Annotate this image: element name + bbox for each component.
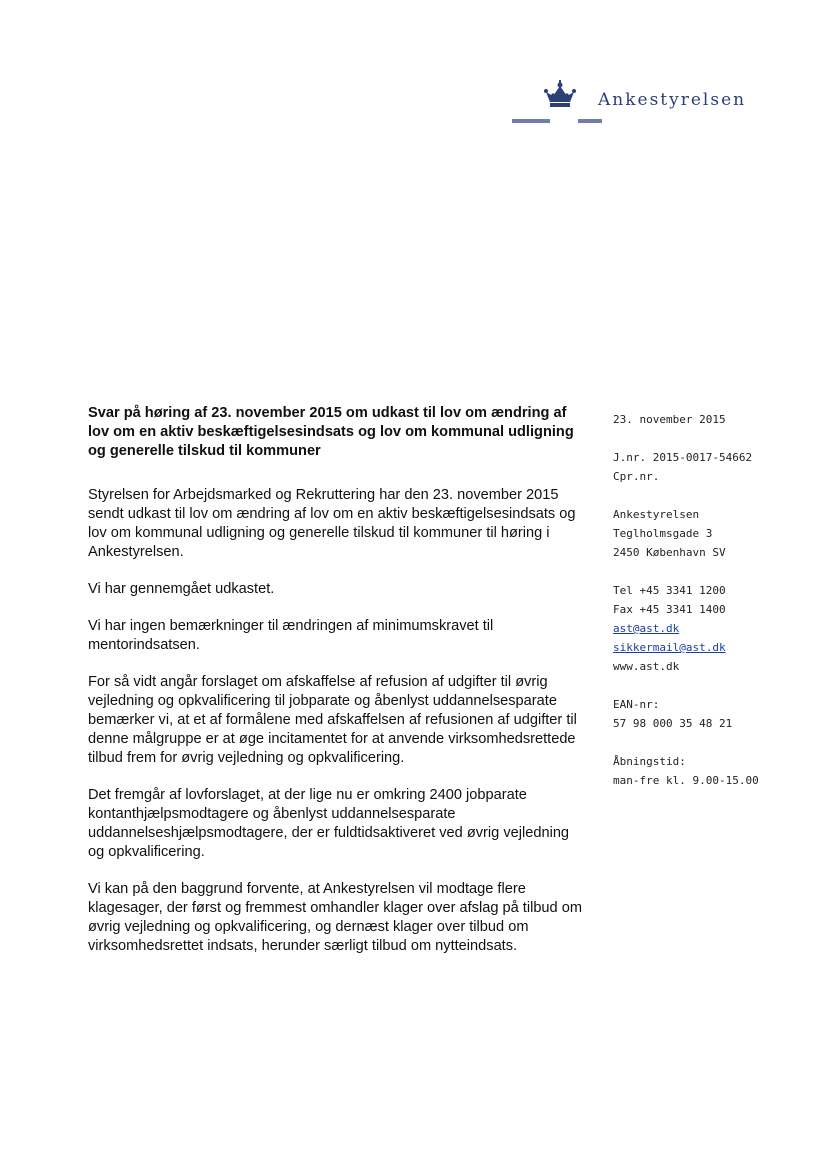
crown-icon (542, 80, 578, 110)
address-street: Teglholmsgade 3 (613, 527, 713, 540)
opening-hours-label: Åbningstid: (613, 755, 686, 768)
brand-name: Ankestyrelsen (598, 90, 747, 110)
letter-date: 23. november 2015 (613, 413, 726, 426)
letter-body (88, 404, 588, 974)
paragraph-6: Vi kan på den baggrund forvente, at Ankestyrelsen vil modtage flere klagesager, der først og fremmest omhandler klager over afslag på tilbud om øvrig vejledning og opkvalificering, og dernæst klager over tilbud om virksomhedsrettet indsats, herunder særligt tilbud om nytteindsats. (88, 881, 582, 954)
email-link[interactable]: ast@ast.dk (613, 622, 680, 635)
ean-label: EAN-nr: (613, 698, 660, 711)
sidebar-info (613, 410, 813, 809)
paragraph-5: Det fremgår af lovforslaget, at der lige nu er omkring 2400 jobparate kontanthjælpsmodtagere og åbenlyst uddannelsesparate uddannelseshjælpsmodtagere, der er fuldtidsaktiveret ved øvrig vejledning og opkvalificering. (88, 787, 570, 860)
paragraph-3: Vi har ingen bemærkninger til ændringen af minimumskravet til mentorindsatsen. (88, 618, 494, 653)
opening-hours-value: man-fre kl. 9.00-15.00 (613, 774, 759, 787)
logo (512, 80, 802, 130)
letter-subject: Svar på høring af 23. november 2015 om udkast til lov om ændring af lov om en aktiv beskæftigelsesindsats og lov om kommunal udligning og generelle tilskud til kommuner (88, 405, 574, 459)
phone-number: Tel +45 3341 1200 (613, 584, 726, 597)
paragraph-2: Vi har gennemgået udkastet. (88, 581, 275, 597)
logo-bar-right (578, 119, 602, 123)
address-city: 2450 København SV (613, 546, 726, 559)
website: www.ast.dk (613, 660, 680, 673)
cpr-number: Cpr.nr. (613, 470, 660, 483)
paragraph-1: Styrelsen for Arbejdsmarked og Rekruttering har den 23. november 2015 sendt udkast til lov om ændring af lov om en aktiv beskæftigelsesindsats og lov om kommunal udligning og generelle tilskud til kommuner til høring i Ankestyrelsen. (88, 487, 576, 560)
logo-bar-left (512, 119, 550, 123)
secure-email-link[interactable]: sikkermail@ast.dk (613, 641, 726, 654)
address-name: Ankestyrelsen (613, 508, 700, 521)
ean-value: 57 98 000 35 48 21 (613, 717, 733, 730)
fax-number: Fax +45 3341 1400 (613, 603, 726, 616)
paragraph-4: For så vidt angår forslaget om afskaffelse af refusion af udgifter til øvrig vejledning og opkvalificering til jobparate og åbenlyst uddannelsesparate bemærker vi, at et af formålene med afskaffelsen af refusionen af udgifter til denne målgruppe er at øge incitamentet for at anvende virksomhedsrettede tilbud frem for øvrig vejledning og opkvalificering. (88, 674, 577, 766)
journal-number: J.nr. 2015-0017-54662 (613, 451, 753, 464)
